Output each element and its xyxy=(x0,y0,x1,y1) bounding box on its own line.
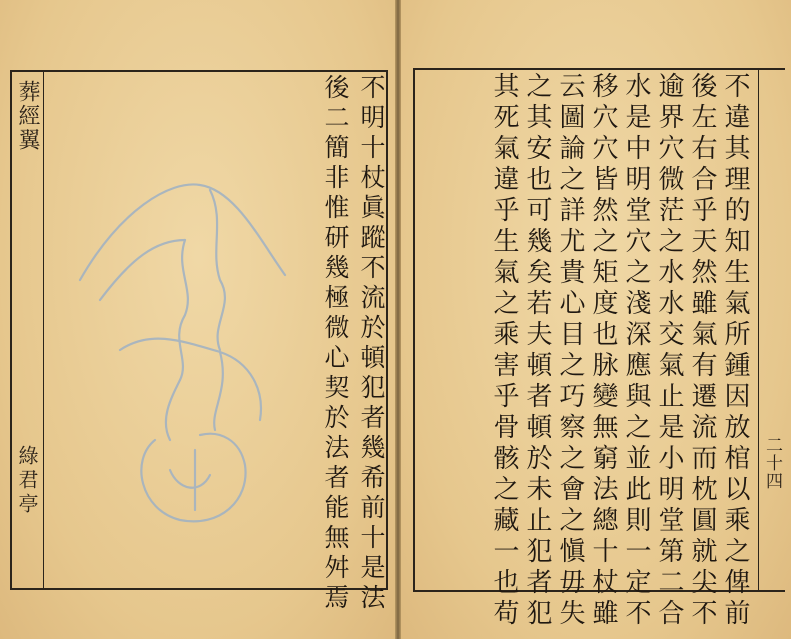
text-column: 不明十杖眞蹤不流於頓犯者幾希前十是法 xyxy=(357,74,386,614)
text-column: 之其安也可幾矣若夫頓者頓於未止犯者犯 xyxy=(522,72,552,630)
text-column: 移穴穴皆然之矩度也脉變無窮法總十杖雖 xyxy=(588,72,618,630)
right-page-text xyxy=(418,72,750,630)
text-column: 後左右合乎天然雖氣有遷流而枕圓就尖不 xyxy=(687,72,717,630)
text-column: 云圖論之詳尤貴心目之巧察之會之愼毋失 xyxy=(555,72,585,630)
burial-site-diagram xyxy=(60,90,290,560)
page-number: 二十四 xyxy=(762,436,782,490)
text-column: 後二簡非惟研幾極微心契於法者能無舛焉 xyxy=(321,74,350,614)
left-page-text xyxy=(290,74,386,614)
margin-book-title: 葬經翼 xyxy=(15,80,40,152)
publisher-mark: 綠君亭 xyxy=(15,445,39,517)
text-column: 逾界穴微茫之水水交氣止是小明堂第二合 xyxy=(654,72,684,630)
book-gutter xyxy=(395,0,401,639)
text-column: 水是中明堂穴之淺深應與之並此則一定不 xyxy=(621,72,651,630)
text-column: 其死氣違乎生氣之乘害乎骨骸之藏一也苟 xyxy=(489,72,519,630)
right-page-margin-column xyxy=(758,68,785,592)
text-column: 不違其理的知生氣所鍾因放棺以乘之俾前 xyxy=(720,72,750,630)
